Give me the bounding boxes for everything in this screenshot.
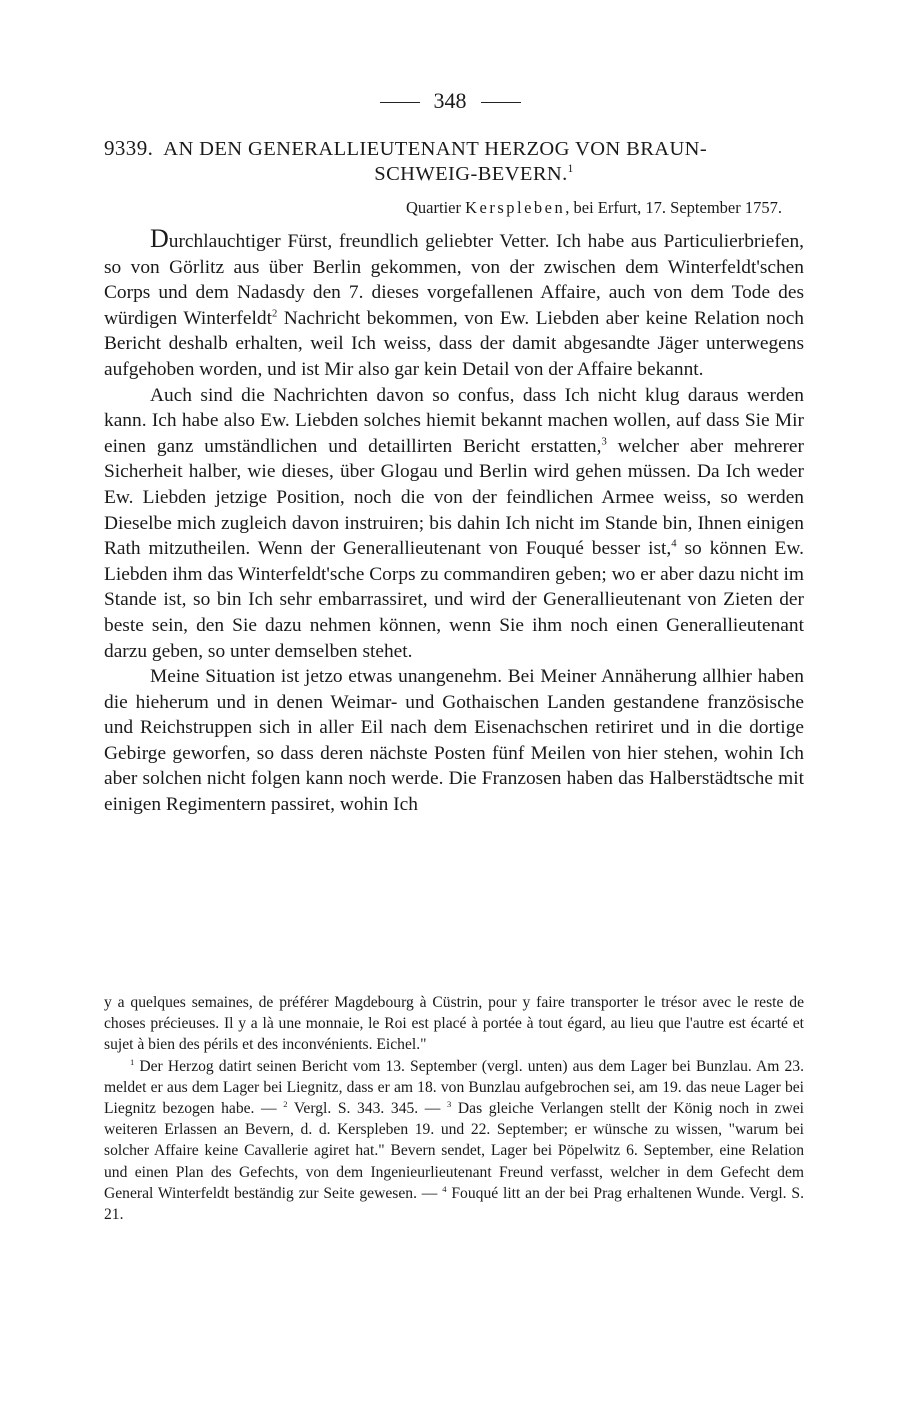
footnote-3-text: Das gleiche Verlangen stellt der König noch in zwei weiteren Erlassen an Bevern, d. d. Kerspleben 19. und 22. September; er wünsche zu wissen, "warum bei solcher Affaire keine Cavallerie agiret hat." Bevern sendet, Lager bei Pöpelwitz 6. September, eine Relation und einen Plan des Gefechts, von dem Ingenieurlieutenant Freund verfasst, welcher in dem Gefecht dem General Winterfeldt beständig zur Seite gewesen. — [104, 1100, 804, 1202]
footnote-mark-2: 2 [271, 307, 278, 320]
footnote-block [104, 1056, 804, 1226]
letter-title-line1: AN DEN GENERALLIEUTENANT HERZOG VON BRAUN- [163, 138, 708, 160]
footnote-2-text: Vergl. S. 343. 345. — [287, 1100, 441, 1118]
footnote-3-mark: 3 [447, 1099, 452, 1110]
footnotes [104, 992, 804, 1225]
page-number [0, 88, 900, 114]
initial-letter: D [150, 224, 169, 253]
footnote-1-mark: 1 [130, 1056, 135, 1067]
body-p2-text-c: so können Ew. Liebden ihm das Winterfeldt'sche Corps zu commandiren geben; wo er aber dazu nicht im Stande ist, so bin Ich sehr embarrassiret, und wird der Generallieutenant von Zieten der beste sein, den Sie dazu nehmen können, wenn Sie ihm noch einen Generallieutenant darzu geben, so unter demselben stehet. [104, 538, 804, 662]
footnote-mark-3: 3 [601, 435, 607, 448]
letter-title-line2: SCHWEIG-BEVERN. [374, 163, 568, 185]
page-number-dash-left [380, 102, 420, 103]
letter-title-line2-wrap [104, 162, 804, 187]
body-p2-text-b: welcher aber mehrerer Sicherheit halber, wie dieses, über Glogau und Berlin wird gehen müssen. Da Ich weder Ew. Liebden jetzige Position, noch die von der feindlichen Armee weiss, so werden Dieselbe mich zugleich davon instruiren; bis dahin Ich nicht im Stande bin, Ihnen einigen Rath mitzutheilen. Wenn der Generallieutenant von Fouqué besser ist, [104, 435, 804, 560]
place-suffix: , bei Erfurt, 17. September 1757. [565, 198, 782, 217]
body-paragraph-3: Meine Situation ist jetzo etwas unangenehm. Bei Meiner Annäherung allhier haben die hieherum und in denen Weimar- und Gothaischen Landen gestandene französische und Reichstruppen sich in aller Eil nach dem Eisenachschen retiriret und in die dortige Gebirge geworfen, so dass deren nächste Posten fünf Meilen von hier stehen, wohin Ich aber solchen nicht folgen kann noch werde. Die Franzosen haben das Halberstädtsche mit einigen Regimentern passiret, wohin Ich [104, 666, 804, 816]
place-date-line [406, 198, 782, 218]
footnote-4-text: Fouqué litt an der bei Prag erhaltenen Wunde. Vergl. S. 21. [104, 1184, 804, 1224]
footnote-1-text: Der Herzog datirt seinen Bericht vom 13. September (vergl. unten) aus dem Lager bei Bunzlau. Am 23. meldet er aus dem Lager bei Liegnitz, dass er am 18. von Bunzlau aufgebrochen sei, am 19. das neue Lager bei Liegnitz bezogen habe. — [104, 1057, 804, 1118]
page-number-text: 348 [433, 88, 467, 113]
letter-heading [104, 136, 804, 187]
letter-body [104, 226, 804, 818]
footnote-mark-4: 4 [671, 537, 677, 550]
footnote-2-mark: 2 [283, 1099, 288, 1110]
place-prefix: Quartier [406, 198, 461, 217]
footnote-4-mark: 4 [442, 1183, 447, 1194]
body-p2-text-a: Auch sind die Nachrichten davon so confus, dass Ich nicht klug daraus werden kann. Ich habe also Ew. Liebden solches hiemit bekannt machen wollen, auf dass Sie Mir einen ganz umständlichen und detaillirten Bericht erstatten, [104, 384, 804, 457]
body-p1-text-b: Nachricht bekommen, von Ew. Liebden aber keine Relation noch Bericht deshalb erhalten, weil Ich weiss, dass der damit abgesandte Jäger unterwegens aufgehoben worden, und ist Mir also gar kein Detail von der Affaire bekannt. [104, 307, 805, 380]
footnote-carryover: y a quelques semaines, de préférer Magdebourg à Cüstrin, pour y faire transporter le trésor avec le reste de choses précieuses. Il y a là une monnaie, le Roi est placé à portée à tout égard, au lieu que l'autre est écarté et sujet à bien des périls et des inconvénients. Eichel." [104, 994, 804, 1054]
body-p1-text-a: urchlauchtiger Fürst, freundlich geliebter Vetter. Ich habe aus Particulierbriefen, so von Görlitz aus über Berlin gekommen, von der zwischen dem Winterfeldt'schen Corps und dem Nadasdy den 7. dieses vorgefallenen Affaire, auch von dem Tode des würdigen Winterfeldt [104, 231, 804, 329]
body-paragraph-1 [104, 226, 804, 383]
title-footnote-mark: 1 [567, 163, 574, 176]
place-name: Kerspleben [465, 198, 566, 217]
page-number-dash-right [481, 102, 521, 103]
body-paragraph-2 [104, 383, 804, 665]
letter-number: 9339. [104, 136, 154, 160]
